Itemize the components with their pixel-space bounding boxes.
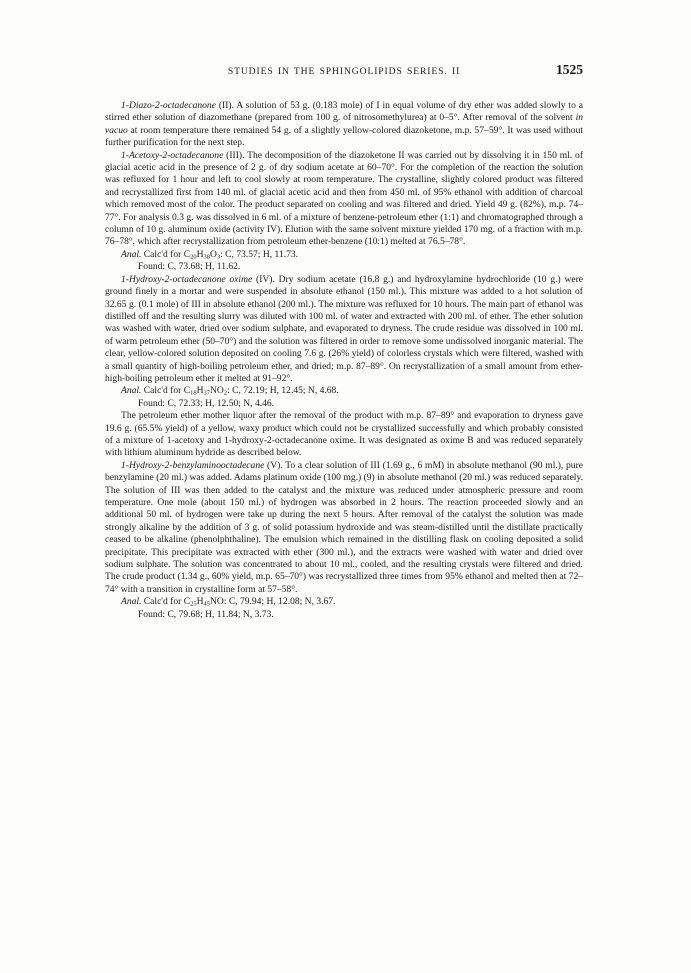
article-body <box>105 100 583 621</box>
running-title: STUDIES IN THE SPHINGOLIPIDS SERIES. II <box>227 66 461 77</box>
formula-text: Calc'd for C <box>141 385 191 397</box>
paragraph-text: (V). To a clear solution of III (1.69 g., 6 mM) in absolute methanol (90 ml.), pure benzylamine (20 ml.) was added. Adams platinum oxide (100 mg.) (9) in absolute methanol (20 ml.) was reduced separately. The solution of III was then added to the catalyst and the mixture was reduced under atmospheric pressure and room temperature. One mole (about 150 ml.) of hydrogen was absorbed in 2 hours. The reaction proceeded slowly and an additional 50 ml. of hydrogen were take up during the next 5 hours. After removal of the catalyst the solution was made strongly alkaline by the addition of 3 g. of solid potassium hydroxide and was steam-distilled until the distillate practically ceased to be alkaline (phenolphthaline). The emulsion which remained in the distilling flask on cooling deposited a solid precipitate. This precipitate was extracted with ether (300 ml.), and the extracts were washed with water and dried over sodium sulphate. The solution was concentrated to about 10 ml., cooled, and the resulting crystals were filtered and dried. The crude product (1.34 g., 60% yield, m.p. 65–70°) was recrystallized three times from 95% ethanol and melted then at 72–74° with a transition in crystalline form at 57–58°. <box>105 459 583 595</box>
paragraph-acetoxy <box>105 150 583 249</box>
compound-title: 1-Acetoxy-2-octadecanone <box>121 149 224 161</box>
paragraph-text: (IV). Dry sodium acetate (16.8 g.) and hydroxylamine hydrochloride (10 g.) were ground finely in a mortar and were suspended in absolute ethanol (150 ml.). This mixture was added to a hot solution of 32.65 g. (0.1 mole) of III in absolute ethanol (200 ml.). The mixture was refluxed for 10 hours. The main part of ethanol was distilled off and the resulting slurry was diluted with 100 ml. of water and extracted with 200 ml. of ether. The ether solution was washed with water, dried over sodium sulphate, and evaporated to dryness. The crude residue was dissolved in 100 ml. of warm petroleum ether (50–70°) and the solution was filtered in order to remove some undissolved inorganic material. The clear, yellow-colored solution deposited on cooling 7.6 g. (26% yield) of colorless crystals which were filtered, washed with a small quantity of high-boiling petroleum ether, and dried; m.p. 87–89°. On recrystallization of a small amount from ether-high-boiling petroleum ether it melted at 91–92°. <box>105 273 584 384</box>
formula-text: H <box>196 248 204 260</box>
formula-subscript: 2 <box>223 389 228 397</box>
paragraph-mother-liquor: The petroleum ether mother liquor after the removal of the product with m.p. 87–89° and evaporation to dryness gave 19.6 g. (65.5% yield) of a yellow, waxy product which could not be crystallized successfully and which probably consisted of a mixture of 1-acetoxy and 1-hydroxy-2-octadecanone oxime. It was designated as oxime B and was reduced separately with lithium aluminum hydride as described below. <box>105 410 583 459</box>
formula-text: Calc'd for C <box>141 248 191 260</box>
paragraph-benzylamino <box>105 460 583 596</box>
formula-subscript: 45 <box>203 600 210 608</box>
compound-title: 1-Diazo-2-octadecanone <box>121 100 216 111</box>
compound-title: 1-Hydroxy-2-octadecanone oxime <box>121 273 253 285</box>
page-header <box>105 62 583 84</box>
anal-label: Anal. <box>121 385 142 397</box>
formula-text: : C, 72.19; H, 12.45; N, 4.68. <box>227 385 339 397</box>
paragraph-text: (III). The decomposition of the diazoketone II was carried out by dissolving it in 150 ml. of glacial acetic acid in the presence of 2 g. of dry sodium acetate at 60–70°. For the completion of the reaction the solution was refluxed for 1 hour and left to cool slowly at room temperature. The crystalline, slightly colored product was filtered and recrystallized first from 140 ml. of glacial acetic acid and then from 450 ml. of 95% ethanol with addition of charcoal which removed most of the color. The product separated on cooling and was filtered and dried. Yield 49 g. (82%), m.p. 74–77°. For analysis 0.3 g. was dissolved in 6 ml. of a mixture of benzene-petroleum ether (1:1) and chromatographed through a column of 10 g. aluminum oxide (activity IV). Elution with the same solvent mixture yielded 170 mg. of a fraction with m.p. 76–78°, which after recrystallization from petroleum ether-benzene (10:1) melted at 76.5–78°. <box>105 149 583 248</box>
formula-subscript: 37 <box>203 389 210 397</box>
analysis-found: Found: C, 79.68; H, 11.84; N, 3.73. <box>138 608 274 620</box>
formula-text: : C, 79.94; H, 12.08; N, 3.67. <box>223 596 336 608</box>
formula-text: NO <box>209 596 224 608</box>
formula-text: : C, 73.57; H, 11.73. <box>220 248 299 260</box>
page-number: 1525 <box>556 62 583 77</box>
anal-label: Anal. <box>121 248 142 260</box>
formula-subscript: 25 <box>190 600 197 608</box>
formula-text: H <box>196 385 204 397</box>
formula-text: H <box>196 596 204 608</box>
formula-subscript: 20 <box>190 253 197 261</box>
analysis-found: Found: C, 72.33; H, 12.50; N, 4.46. <box>138 397 275 409</box>
formula-subscript: 38 <box>203 253 210 261</box>
formula-text: Calc'd for C <box>141 596 191 608</box>
paragraph-text: at room temperature there remained 54 g. of a slightly yellow-colored diazoketone, m.p. 57–59°. It was used without further purification for the next step. <box>105 124 583 149</box>
emphasis: in vacuo <box>105 112 583 136</box>
formula-text: O <box>209 248 217 260</box>
formula-subscript: 3 <box>216 253 221 261</box>
paragraph-text: (II). A solution of 53 g. (0.183 mole) of I in equal volume of dry ether was added slowly to a stirred ether solution of diazomethane (prepared from 100 g. of nitrosomethylurea) at 0–5°. After removal of the solvent <box>105 100 583 124</box>
analysis-calculated <box>105 596 583 608</box>
formula-subscript: 18 <box>190 389 197 397</box>
compound-title: 1-Hydroxy-2-benzylaminooctadecane <box>121 459 265 471</box>
formula-text: NO <box>209 385 224 397</box>
analysis-calculated <box>105 385 583 397</box>
paragraph-diazoketone <box>105 100 583 150</box>
analysis-found: Found: C, 73.68; H, 11.62. <box>138 261 241 273</box>
anal-label: Anal. <box>121 596 142 608</box>
paragraph-oxime <box>105 274 583 386</box>
analysis-calculated <box>105 249 583 261</box>
